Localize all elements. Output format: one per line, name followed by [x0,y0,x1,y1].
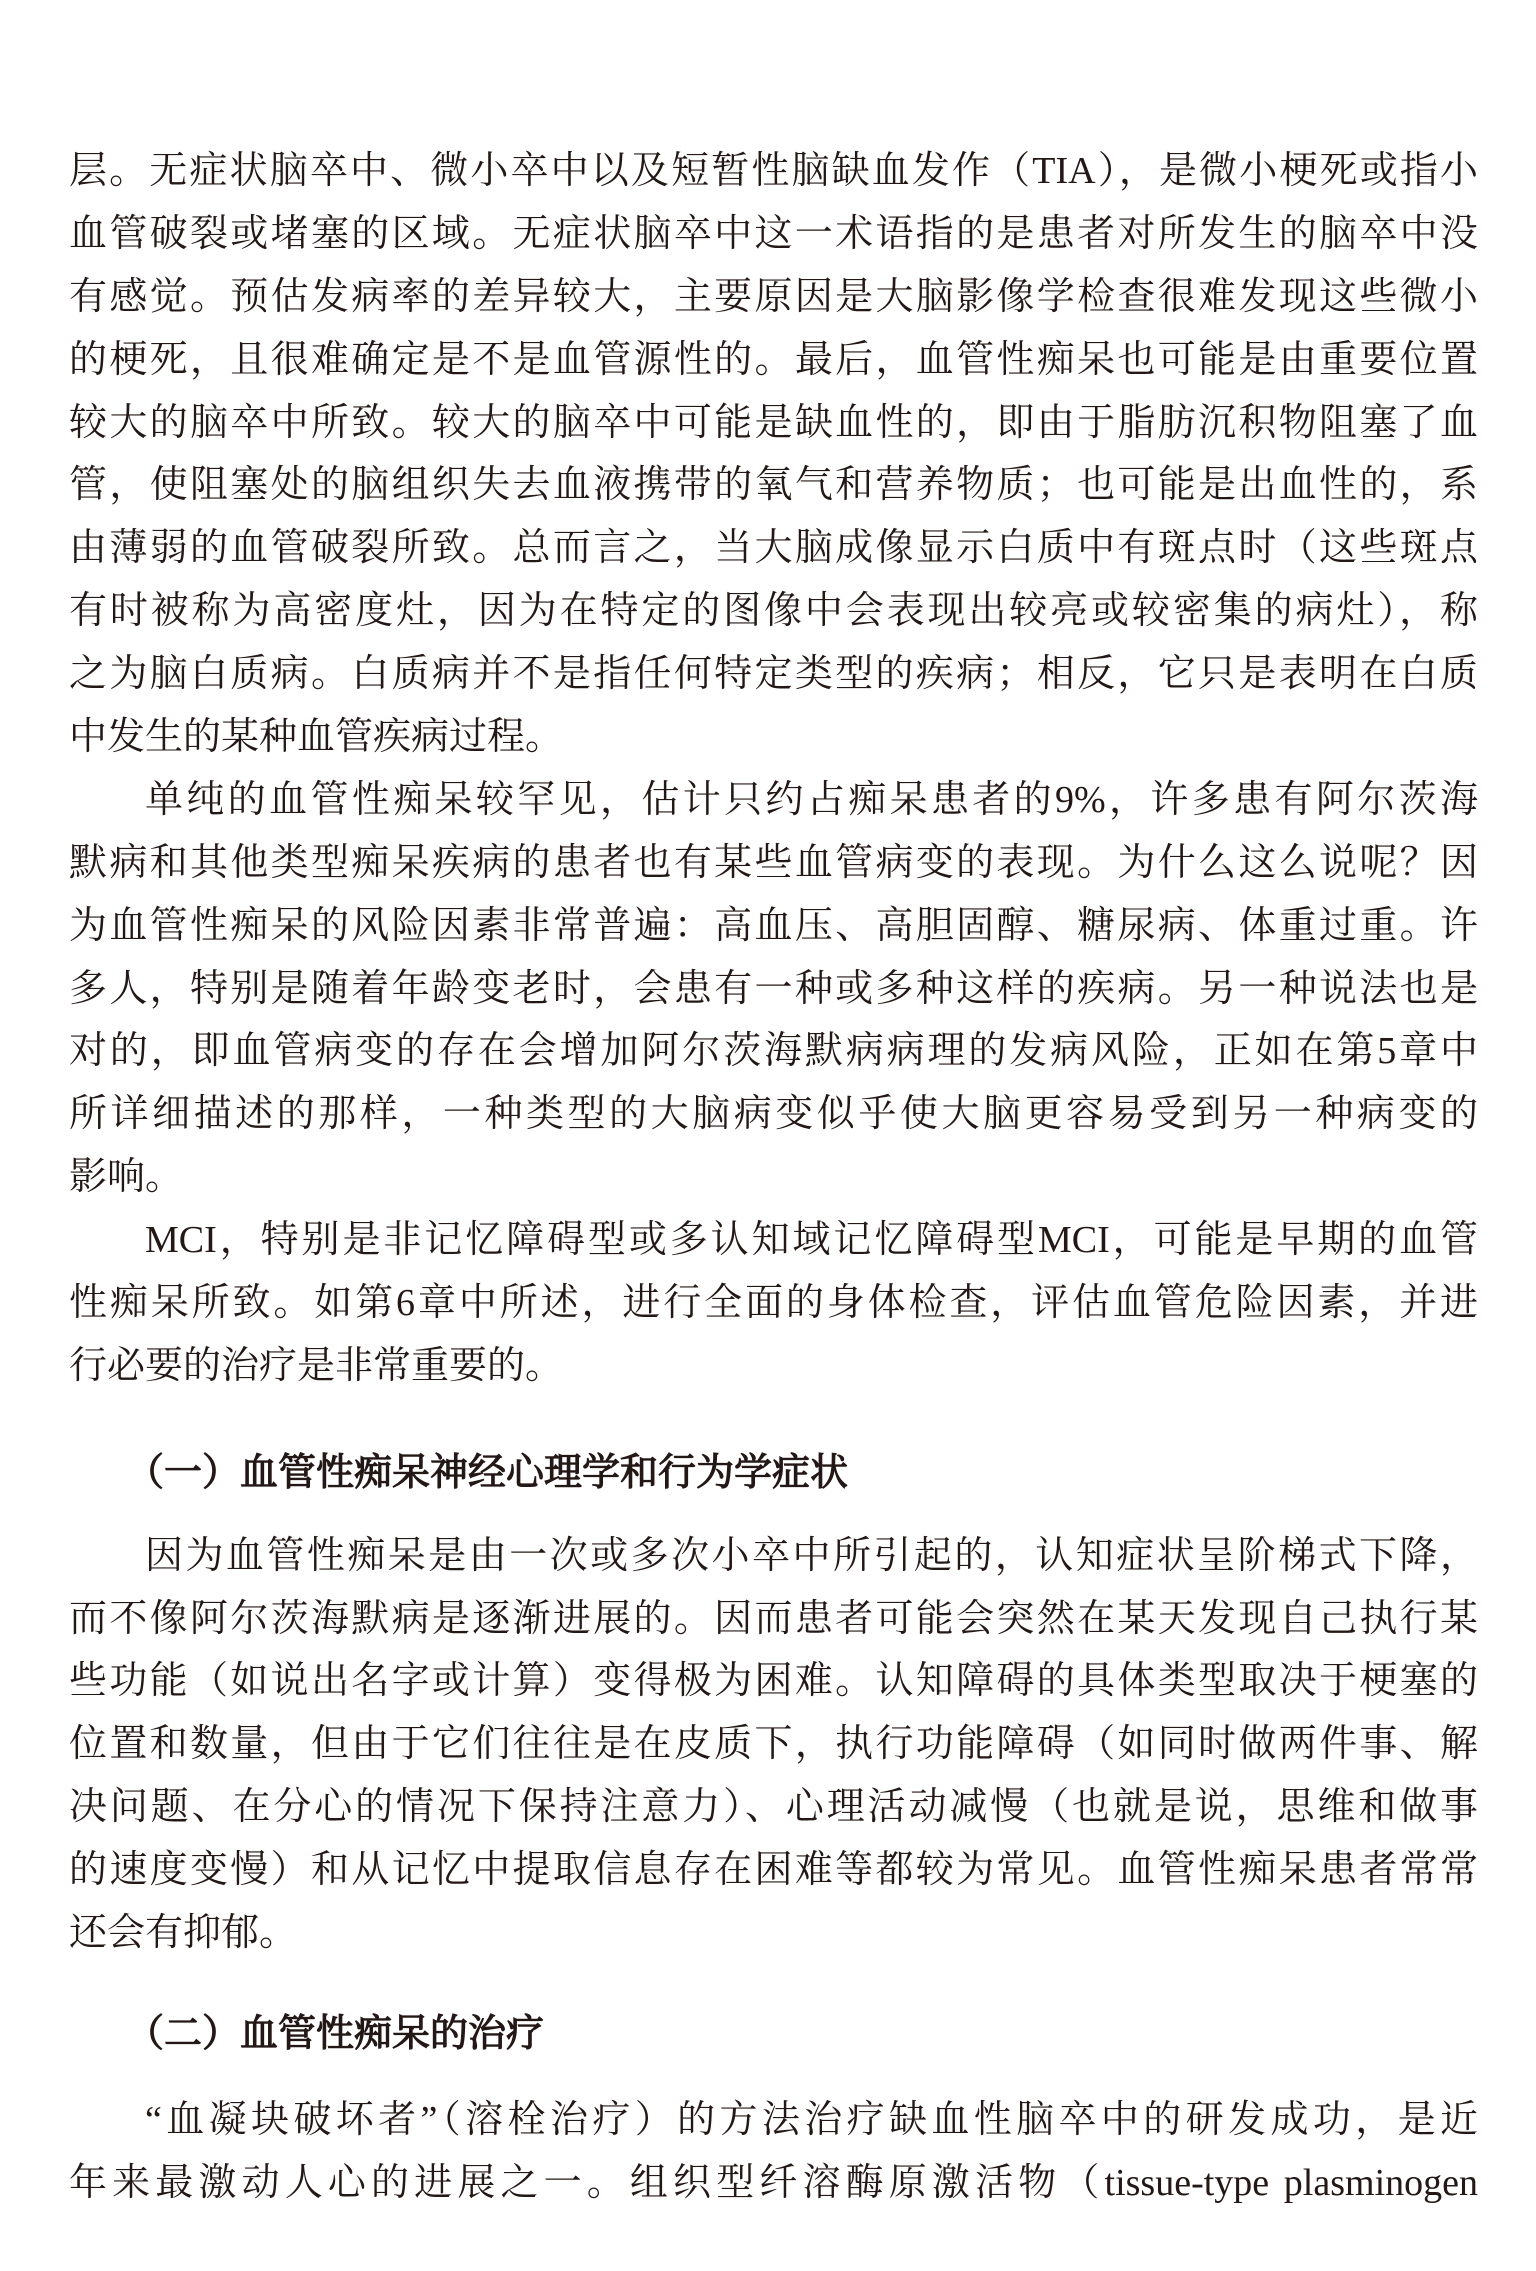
text-line: 由薄弱的血管破裂所致。总而言之，当大脑成像显示白质中有斑点时（这些斑点 [69,527,1478,570]
text-line: 多人，特别是随着年龄变老时，会患有一种或多种这样的疾病。另一种说法也是 [69,967,1478,1010]
text-line: 决问题、在分心的情况下保持注意力）、心理活动减慢（也就是说，思维和做事 [69,1786,1478,1829]
text-line: “血凝块破坏者”（溶栓治疗）的方法治疗缺血性脑卒中的研发成功，是近 [145,2098,1478,2141]
text-line: 的梗死，且很难确定是不是血管源性的。最后，血管性痴呆也可能是由重要位置 [69,338,1478,381]
text-line: 年来最激动人心的进展之一。组织型纤溶酶原激活物（tissue-type plasminogen [69,2161,1478,2204]
text-line: 默病和其他类型痴呆疾病的患者也有某些血管病变的表现。为什么这么说呢？因 [69,841,1478,884]
text-line: 性痴呆所致。如第6章中所述，进行全面的身体检查，评估血管危险因素，并进 [69,1282,1478,1325]
text-line: 中发生的某种血管疾病过程。 [69,716,564,759]
text-line: 因为血管性痴呆是由一次或多次小卒中所引起的，认知症状呈阶梯式下降， [145,1534,1478,1577]
text-line: 所详细描述的那样，一种类型的大脑病变似乎使大脑更容易受到另一种病变的 [69,1093,1478,1136]
paragraph-mci [69,1209,1478,1398]
text-line: MCI，特别是非记忆障碍型或多认知域记忆障碍型MCI，可能是早期的血管 [145,1219,1478,1262]
text-line: 层。无症状脑卒中、微小卒中以及短暂性脑缺血发作（TIA），是微小梗死或指小 [69,150,1478,192]
text-line: 之为脑白质病。白质病并不是指任何特定类型的疾病；相反，它只是表明在白质 [69,653,1478,696]
text-line: 影响。 [69,1156,184,1199]
text-line: 些功能（如说出名字或计算）变得极为困难。认知障碍的具体类型取决于梗塞的 [69,1660,1478,1703]
text-line: 为血管性痴呆的风险因素非常普遍：高血压、高胆固醇、糖尿病、体重过重。许 [69,904,1478,947]
text-line: 较大的脑卒中所致。较大的脑卒中可能是缺血性的，即由于脂肪沉积物阻塞了血 [69,401,1478,444]
paragraph-continuation [69,140,1478,769]
text-line: 管，使阻塞处的脑组织失去血液携带的氧气和营养物质；也可能是出血性的，系 [69,464,1478,507]
text-line: 的速度变慢）和从记忆中提取信息存在困难等都较为常见。血管性痴呆患者常常 [69,1849,1478,1892]
text-line: 血管破裂或堵塞的区域。无症状脑卒中这一术语指的是患者对所发生的脑卒中没 [69,212,1478,255]
paragraph-treatment [69,2089,1478,2215]
section-heading: （一）血管性痴呆神经心理学和行为学症状 [126,1451,849,1494]
text-line: 单纯的血管性痴呆较罕见，估计只约占痴呆患者的9%，许多患有阿尔茨海 [145,778,1478,821]
text-line: 行必要的治疗是非常重要的。 [69,1344,564,1387]
text-line: 而不像阿尔茨海默病是逐渐进展的。因而患者可能会突然在某天发现自己执行某 [69,1597,1478,1640]
section-heading: （二）血管性痴呆的治疗 [126,2012,545,2055]
text-line: 有感觉。预估发病率的差异较大，主要原因是大脑影像学检查很难发现这些微小 [69,275,1478,318]
text-line: 还会有抑郁。 [69,1912,298,1955]
text-line: 有时被称为高密度灶，因为在特定的图像中会表现出较亮或较密集的病灶），称 [69,590,1478,633]
paragraph-vascular-dementia-prevalence [69,769,1478,1209]
page-body [69,140,1478,2215]
text-line: 对的，即血管病变的存在会增加阿尔茨海默病病理的发病风险，正如在第5章中 [69,1030,1478,1073]
text-line: 位置和数量，但由于它们往往是在皮质下，执行功能障碍（如同时做两件事、解 [69,1723,1478,1766]
paragraph-symptoms [69,1525,1478,1965]
